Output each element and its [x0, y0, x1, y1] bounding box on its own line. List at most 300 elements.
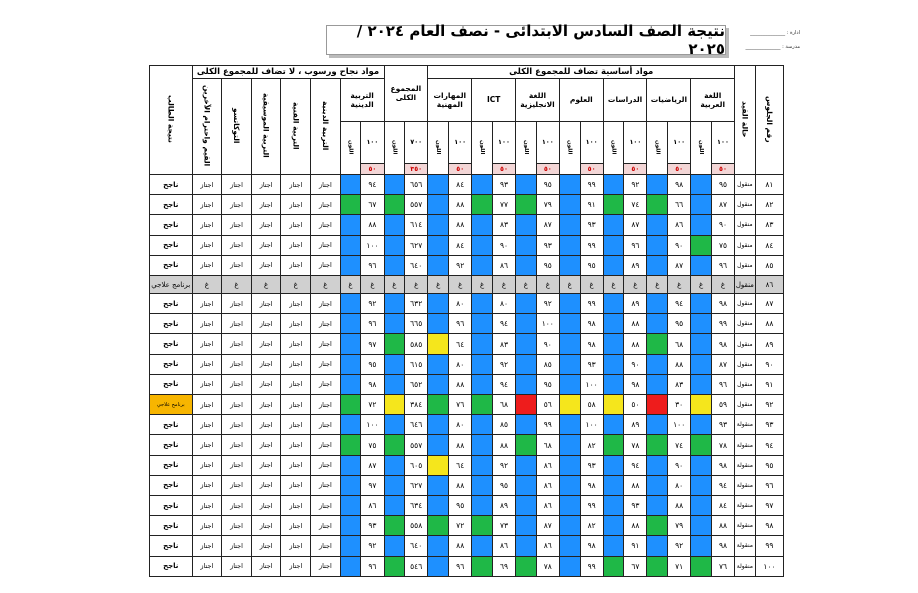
score-cell: ٨٨ — [668, 495, 691, 515]
score-cell: ٩٣ — [361, 516, 384, 536]
exempt-subject-header — [281, 79, 311, 175]
exempt-subject-header — [311, 79, 341, 175]
score-cell: ٦٩ — [492, 556, 515, 576]
subject-header: اللغة الانجليزية — [516, 79, 560, 122]
score-cell: ٦٧ — [624, 556, 647, 576]
grade-color-cell — [647, 495, 668, 515]
absent-cell: غ — [405, 275, 428, 293]
grade-color-cell — [647, 435, 668, 455]
absent-cell: غ — [449, 275, 472, 293]
exempt-subject-cell: اجتاز — [251, 415, 281, 435]
result-cell: ناجح — [150, 215, 193, 235]
grade-color-cell — [428, 354, 449, 374]
status-cell: منقول — [735, 275, 756, 293]
grade-color-cell — [384, 415, 405, 435]
exempt-subject-cell: اجتاز — [281, 435, 311, 455]
exempt-subject-cell: اجتاز — [251, 374, 281, 394]
seat-number-cell: ٨٧ — [755, 294, 783, 314]
score-cell: ٨٧ — [668, 255, 691, 275]
score-cell: ٥٥٧ — [405, 435, 428, 455]
grade-color-cell — [516, 354, 537, 374]
grade-color-cell — [647, 556, 668, 576]
result-cell: ناجح — [150, 455, 193, 475]
status-cell: منقول — [735, 175, 756, 195]
score-cell: ٨٦ — [536, 536, 559, 556]
grade-color-cell — [384, 195, 405, 215]
religion-header: التربية الدينية — [340, 79, 384, 122]
grade-color-cell — [647, 455, 668, 475]
grade-color-cell — [472, 175, 493, 195]
grade-color-cell — [559, 314, 580, 334]
score-cell: ١٠٠ — [580, 374, 603, 394]
status-cell: منقول — [735, 395, 756, 415]
score-cell: ١٠٠ — [361, 415, 384, 435]
result-cell: ناجح — [150, 195, 193, 215]
exempt-subject-cell: اجتاز — [192, 175, 222, 195]
status-cell: منقولة — [735, 415, 756, 435]
grade-color-cell — [647, 235, 668, 255]
exempt-subject-header — [222, 79, 252, 175]
grade-color-cell — [472, 314, 493, 334]
exempt-subject-cell: اجتاز — [281, 195, 311, 215]
exempt-subject-cell: اجتاز — [222, 435, 252, 455]
core-subjects-group: مواد أساسية تضاف للمجموع الكلى — [428, 66, 735, 79]
score-cell: ٩٨ — [711, 536, 734, 556]
score-cell: ٦١٤ — [405, 215, 428, 235]
grade-color-cell — [384, 395, 405, 415]
max-mark-cell: ١٠٠ — [711, 121, 734, 163]
grade-color-cell — [516, 475, 537, 495]
exempt-subject-cell: اجتاز — [192, 294, 222, 314]
grade-color-cell — [428, 294, 449, 314]
grade-color-cell — [647, 334, 668, 354]
grade-color-cell — [516, 395, 537, 415]
exempt-subject-cell: اجتاز — [192, 195, 222, 215]
status-cell: منقولة — [735, 455, 756, 475]
grade-color-cell — [691, 334, 712, 354]
score-cell: ٩١ — [624, 536, 647, 556]
exempt-subject-label: القيم واحترام الآخرين — [202, 84, 212, 167]
grade-color-cell — [384, 435, 405, 455]
exempt-subject-cell: اجتاز — [222, 175, 252, 195]
score-cell: ٨٨ — [624, 475, 647, 495]
result-cell: ناجح — [150, 354, 193, 374]
score-cell: ٨٧ — [711, 195, 734, 215]
color-column-header — [384, 121, 405, 174]
status-cell: منقول — [735, 294, 756, 314]
grade-color-cell — [647, 175, 668, 195]
score-cell: ٨٧ — [361, 455, 384, 475]
exempt-subject-cell: اجتاز — [311, 475, 341, 495]
score-cell: ٧٩ — [668, 516, 691, 536]
score-cell: ٦٤ — [449, 455, 472, 475]
score-cell: ٨٨ — [711, 516, 734, 536]
score-cell: ٩٨ — [580, 536, 603, 556]
score-cell: ٨٩ — [492, 495, 515, 515]
exempt-subject-cell: اجتاز — [281, 536, 311, 556]
grade-color-cell — [559, 374, 580, 394]
score-cell: ٩٨ — [711, 455, 734, 475]
exempt-subject-cell: اجتاز — [311, 556, 341, 576]
score-cell: ١٠٠ — [580, 415, 603, 435]
grade-color-cell — [340, 374, 361, 394]
status-cell: منقولة — [735, 495, 756, 515]
grade-color-cell — [691, 235, 712, 255]
grade-color-cell — [340, 556, 361, 576]
min-mark-cell: ٥٠ — [668, 164, 691, 175]
exempt-subject-cell: اجتاز — [311, 455, 341, 475]
table-row — [150, 215, 784, 235]
absent-cell: غ — [691, 275, 712, 293]
table-row — [150, 275, 784, 293]
score-cell: ٣٨٤ — [405, 395, 428, 415]
seat-number-cell: ٩٩ — [755, 536, 783, 556]
grade-color-cell — [647, 314, 668, 334]
grade-color-cell — [384, 536, 405, 556]
grade-color-cell — [428, 475, 449, 495]
score-cell: ٩٥ — [536, 255, 559, 275]
grade-color-cell — [603, 235, 624, 255]
exempt-subject-cell: اجتاز — [222, 255, 252, 275]
score-cell: ٨٠ — [449, 354, 472, 374]
seat-number-cell: ٩٦ — [755, 475, 783, 495]
status-cell: منقولة — [735, 556, 756, 576]
score-cell: ٩٤ — [711, 475, 734, 495]
score-cell: ٩٠ — [668, 235, 691, 255]
max-mark-cell: ١٠٠ — [536, 121, 559, 163]
score-cell: ٦٣٤ — [405, 495, 428, 515]
score-cell: ٩٩ — [580, 175, 603, 195]
color-column-header — [647, 121, 668, 174]
min-mark-cell: ٥٠ — [536, 164, 559, 175]
score-cell: ٩٩ — [580, 495, 603, 515]
grade-color-cell — [516, 235, 537, 255]
grade-color-cell — [691, 374, 712, 394]
score-cell: ٧٣ — [492, 516, 515, 536]
grade-color-cell — [516, 255, 537, 275]
grade-color-cell — [691, 314, 712, 334]
score-cell: ٩٧ — [361, 334, 384, 354]
grade-color-cell — [472, 475, 493, 495]
grade-color-cell — [340, 395, 361, 415]
exempt-subject-header — [251, 79, 281, 175]
grade-color-cell — [472, 334, 493, 354]
score-cell: ٩٠ — [711, 215, 734, 235]
score-cell: ٩٨ — [624, 374, 647, 394]
grade-color-cell — [384, 374, 405, 394]
seat-number-cell: ٨٤ — [755, 235, 783, 255]
score-cell: ٩٣ — [580, 455, 603, 475]
exempt-subject-cell: اجتاز — [192, 374, 222, 394]
score-cell: ٣٠ — [668, 395, 691, 415]
min-mark-cell: ٥٠ — [711, 164, 734, 175]
grade-color-cell — [559, 556, 580, 576]
score-cell: ٨٤ — [711, 495, 734, 515]
exempt-subject-cell: اجتاز — [192, 536, 222, 556]
grade-color-cell — [559, 415, 580, 435]
seat-number-cell: ٩٣ — [755, 415, 783, 435]
result-cell: ناجح — [150, 334, 193, 354]
grade-color-cell — [340, 415, 361, 435]
grade-color-cell — [384, 556, 405, 576]
color-column-header — [340, 121, 361, 174]
status-cell: منقولة — [735, 475, 756, 495]
exempt-subject-cell: اجتاز — [251, 175, 281, 195]
score-cell: ٨٠ — [449, 415, 472, 435]
min-mark-cell: ٥٠ — [449, 164, 472, 175]
grade-color-cell — [647, 255, 668, 275]
grade-color-cell — [340, 294, 361, 314]
grade-color-cell — [472, 195, 493, 215]
grade-color-cell — [559, 195, 580, 215]
exempt-subject-label: التوكاتسو — [232, 107, 242, 144]
score-cell: ٩٣ — [624, 495, 647, 515]
score-cell: ١٠٠ — [536, 314, 559, 334]
exempt-subject-cell: اجتاز — [222, 215, 252, 235]
score-cell: ٩٨ — [711, 294, 734, 314]
grade-color-cell — [340, 475, 361, 495]
score-cell: ٩٠ — [668, 455, 691, 475]
grade-color-cell — [691, 415, 712, 435]
exempt-subject-cell: اجتاز — [222, 516, 252, 536]
exempt-subject-cell: اجتاز — [311, 334, 341, 354]
header-row-groups — [150, 66, 784, 79]
exempt-subject-cell: اجتاز — [281, 235, 311, 255]
result-cell: ناجح — [150, 374, 193, 394]
grade-color-cell — [603, 215, 624, 235]
color-label: اللون — [435, 139, 442, 155]
grade-color-cell — [340, 175, 361, 195]
result-cell: ناجح — [150, 556, 193, 576]
score-cell: ٦٧ — [361, 195, 384, 215]
grade-color-cell — [603, 255, 624, 275]
score-cell: ٦٣٢ — [405, 294, 428, 314]
score-cell: ٩٤ — [361, 175, 384, 195]
status-cell: منقول — [735, 354, 756, 374]
grade-color-cell — [384, 334, 405, 354]
score-cell: ٨٦ — [536, 495, 559, 515]
grade-color-cell — [340, 235, 361, 255]
score-cell: ٥٦ — [536, 395, 559, 415]
exempt-subject-cell: اجتاز — [311, 195, 341, 215]
score-cell: ٨٦ — [492, 255, 515, 275]
grade-color-cell — [428, 175, 449, 195]
score-cell: ٧٥ — [711, 235, 734, 255]
exempt-subject-cell: اجتاز — [251, 294, 281, 314]
grade-color-cell — [384, 175, 405, 195]
result-cell: ناجح — [150, 516, 193, 536]
score-cell: ٨٨ — [449, 435, 472, 455]
grade-color-cell — [472, 536, 493, 556]
score-cell: ٨٢ — [580, 435, 603, 455]
exempt-subject-cell: اجتاز — [311, 235, 341, 255]
absent-cell: غ — [472, 275, 493, 293]
exempt-subject-cell: اجتاز — [192, 475, 222, 495]
subject-header: المهارات المهنية — [428, 79, 472, 122]
exempt-subject-cell: اجتاز — [222, 374, 252, 394]
seat-number-cell: ٩٨ — [755, 516, 783, 536]
score-cell: ٦٨ — [668, 334, 691, 354]
status-cell: منقول — [735, 195, 756, 215]
seat-number-cell: ١٠٠ — [755, 556, 783, 576]
exempt-subject-cell: اجتاز — [281, 495, 311, 515]
exempt-subject-cell: اجتاز — [281, 215, 311, 235]
exempt-subject-cell: اجتاز — [311, 536, 341, 556]
grade-color-cell — [691, 556, 712, 576]
grade-color-cell — [516, 415, 537, 435]
grade-color-cell — [516, 314, 537, 334]
score-cell: ٦٢٧ — [405, 235, 428, 255]
grade-color-cell — [603, 374, 624, 394]
exempt-subject-cell: اجتاز — [311, 255, 341, 275]
score-cell: ٨٨ — [449, 215, 472, 235]
exempt-subject-cell: اجتاز — [281, 255, 311, 275]
result-cell: ناجح — [150, 255, 193, 275]
exempt-subject-cell: اجتاز — [222, 235, 252, 255]
absent-cell: غ — [281, 275, 311, 293]
absent-cell: غ — [361, 275, 384, 293]
min-mark-cell: ٥٠ — [580, 164, 603, 175]
exempt-subject-cell: اجتاز — [192, 395, 222, 415]
grade-color-cell — [691, 475, 712, 495]
score-cell: ٨٨ — [449, 475, 472, 495]
score-cell: ٦٤٦ — [405, 415, 428, 435]
score-cell: ٩٢ — [668, 536, 691, 556]
score-cell: ٨٠ — [492, 294, 515, 314]
grade-color-cell — [603, 395, 624, 415]
seat-number-cell: ٩١ — [755, 374, 783, 394]
grade-color-cell — [603, 495, 624, 515]
score-cell: ٧٥ — [361, 435, 384, 455]
exempt-subject-cell: اجتاز — [192, 215, 222, 235]
exempt-subject-cell: اجتاز — [311, 516, 341, 536]
score-cell: ٨٤ — [449, 175, 472, 195]
score-cell: ٨٨ — [624, 334, 647, 354]
result-cell: ناجح — [150, 435, 193, 455]
score-cell: ٦٤ — [449, 334, 472, 354]
grade-color-cell — [691, 354, 712, 374]
score-cell: ٥٥٨ — [405, 516, 428, 536]
color-label: اللون — [610, 139, 617, 155]
table-row — [150, 495, 784, 515]
score-cell: ٩٥ — [536, 374, 559, 394]
grade-color-cell — [472, 374, 493, 394]
exempt-subject-cell: اجتاز — [281, 175, 311, 195]
grade-color-cell — [340, 334, 361, 354]
score-cell: ٨٠ — [449, 294, 472, 314]
seat-number-cell: ٩٥ — [755, 455, 783, 475]
exempt-subject-cell: اجتاز — [192, 354, 222, 374]
color-column-header — [428, 121, 449, 174]
exempt-subject-cell: اجتاز — [251, 235, 281, 255]
score-cell: ٨٨ — [624, 314, 647, 334]
exempt-subject-cell: اجتاز — [222, 475, 252, 495]
absent-cell: غ — [251, 275, 281, 293]
table-row — [150, 435, 784, 455]
score-cell: ٥٩ — [711, 395, 734, 415]
score-cell: ٩٠ — [536, 334, 559, 354]
seat-number-cell: ٩٤ — [755, 435, 783, 455]
seat-number-cell: ٨٨ — [755, 314, 783, 334]
score-cell: ٩٣ — [536, 235, 559, 255]
exempt-subject-label: التربية الموسيقية — [261, 93, 271, 158]
results-table — [149, 65, 784, 577]
table-row — [150, 455, 784, 475]
score-cell: ٨٤ — [449, 235, 472, 255]
color-label: اللون — [522, 139, 529, 155]
exempt-subject-cell: اجتاز — [251, 516, 281, 536]
table-row — [150, 415, 784, 435]
score-cell: ٩٩ — [580, 235, 603, 255]
grade-color-cell — [340, 314, 361, 334]
result-cell: ناجح — [150, 235, 193, 255]
exempt-subject-cell: اجتاز — [281, 516, 311, 536]
exempt-subject-cell: اجتاز — [192, 334, 222, 354]
grade-color-cell — [340, 455, 361, 475]
grade-color-cell — [559, 395, 580, 415]
exempt-subject-cell: اجتاز — [192, 415, 222, 435]
grade-color-cell — [472, 255, 493, 275]
table-row — [150, 255, 784, 275]
score-cell: ٩١ — [580, 195, 603, 215]
grade-color-cell — [472, 294, 493, 314]
grade-color-cell — [428, 235, 449, 255]
grade-color-cell — [472, 354, 493, 374]
min-mark-cell: ٥٠ — [361, 164, 384, 175]
score-cell: ٧٧ — [492, 195, 515, 215]
table-row — [150, 235, 784, 255]
result-header — [150, 66, 193, 175]
exempt-subject-cell: اجتاز — [251, 354, 281, 374]
grade-color-cell — [603, 415, 624, 435]
grade-color-cell — [516, 536, 537, 556]
grade-color-cell — [428, 556, 449, 576]
score-cell: ٩٢ — [536, 294, 559, 314]
score-cell: ٨٨ — [624, 516, 647, 536]
result-cell: ناجح — [150, 495, 193, 515]
exempt-subject-cell: اجتاز — [251, 556, 281, 576]
seat-number-cell: ٨٣ — [755, 215, 783, 235]
grade-color-cell — [559, 215, 580, 235]
score-cell: ٨٦ — [361, 495, 384, 515]
seat-number-cell: ٩٢ — [755, 395, 783, 415]
grade-color-cell — [603, 334, 624, 354]
score-cell: ٩٣ — [580, 354, 603, 374]
exempt-subject-cell: اجتاز — [192, 495, 222, 515]
absent-cell: غ — [192, 275, 222, 293]
score-cell: ٩٥ — [492, 475, 515, 495]
grade-color-cell — [603, 536, 624, 556]
exempt-subject-cell: اجتاز — [311, 314, 341, 334]
status-cell: منقولة — [735, 435, 756, 455]
grade-color-cell — [559, 455, 580, 475]
grade-color-cell — [559, 536, 580, 556]
score-cell: ٩٤ — [624, 455, 647, 475]
grade-color-cell — [384, 215, 405, 235]
grade-color-cell — [691, 215, 712, 235]
exempt-subject-cell: اجتاز — [281, 294, 311, 314]
seat-number-cell: ٨٥ — [755, 255, 783, 275]
score-cell: ٦٨ — [536, 435, 559, 455]
grade-color-cell — [603, 354, 624, 374]
exempt-subject-cell: اجتاز — [281, 314, 311, 334]
exempt-subject-cell: اجتاز — [222, 195, 252, 215]
score-cell: ٨٨ — [492, 435, 515, 455]
color-column-header — [691, 121, 712, 174]
exempt-subject-cell: اجتاز — [311, 415, 341, 435]
absent-cell: غ — [711, 275, 734, 293]
score-cell: ٩٦ — [449, 314, 472, 334]
